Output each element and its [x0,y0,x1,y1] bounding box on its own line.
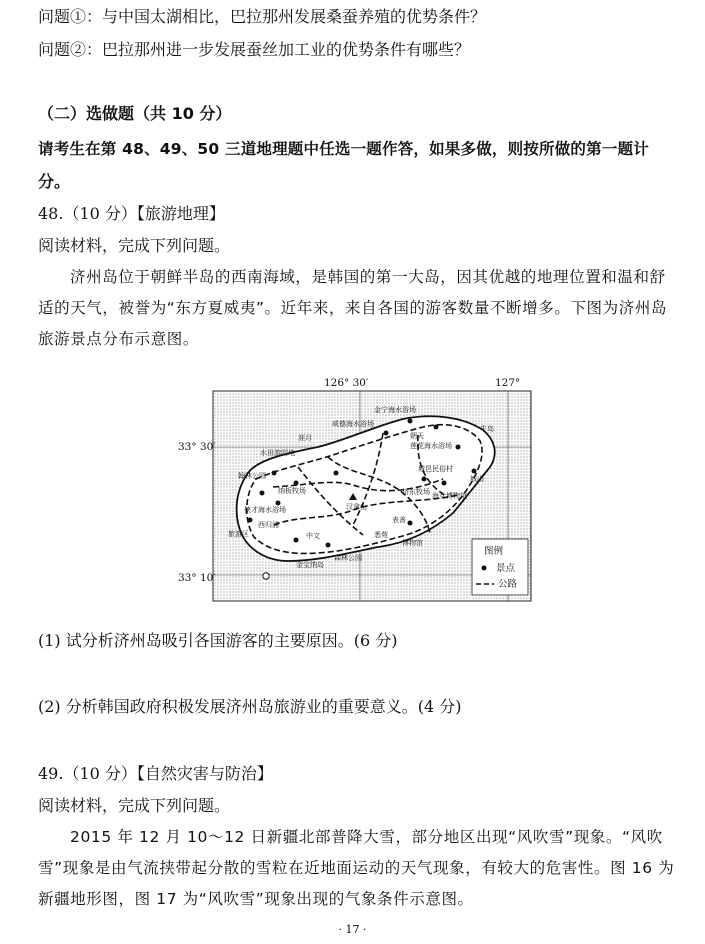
section-title: （二）选做题（共 10 分） [38,104,232,123]
map-legend [472,539,528,595]
place-label: 翰林公园 [238,472,266,480]
place-label: 金宝纳岛 [296,561,324,569]
place-label: 森林公园 [334,554,362,562]
q49-header: 49.（10 分）【自然灾害与防治】 [38,764,273,783]
place-label: 表善 [392,516,406,524]
question-1: 问题①：与中国太湖相比，巴拉那州发展桑蚕养殖的优势条件？ [38,7,487,26]
q48-header: 48.（10 分）【旅游地理】 [38,204,225,223]
place-label: 济东牧场 [402,488,430,496]
lat-label-2: 33° 10′ [178,572,216,584]
place-label: 城邑民俗村 [418,465,453,473]
legend-spot-icon [482,566,487,571]
place-label: 纳板牧场 [278,487,306,495]
q49-passage: 2015 年 12 月 10～12 日新疆北部普降大雪，部分地区出现“风吹雪”现象。“风吹雪”现象是由气流挟带起分散的雪粒在近地面运动的天气现象，有较大的危害性。图 16 为新疆地形图，图 17 为“风吹雪”现象出现的气象条件示意图。 [38,828,675,908]
legend-title: 图例 [484,546,504,557]
place-label: 海女博物馆 [432,492,467,500]
place-label: 牛岛 [480,425,494,433]
place-label: 金宁海水浴场 [374,406,416,414]
instruction-line-1: 请考生在第 48、49、50 三道地理题中任选一题作答，如果多做，则按所做的第一题计 [38,140,649,158]
place-label: 旅游区 [228,530,249,538]
legend-road-label: 公路 [498,579,518,590]
question-2: 问题②：巴拉那州进一步发展蚕丝加工业的优势条件有哪些？ [38,40,471,59]
q49-intro: 阅读材料，完成下列问题。 [38,796,231,815]
q48-sub2: (2) 分析韩国政府积极发展济州岛旅游业的重要意义。(4 分) [38,697,462,716]
place-label: 中文 [306,532,320,540]
place-label: 博物馆 [402,539,423,547]
legend-spot-label: 景点 [496,563,516,574]
lat-label-1: 33° 30′ [178,441,216,453]
page-number: · 17 · [338,923,367,936]
place-label: 城山 [470,475,484,483]
place-label: 挟才海水浴场 [244,506,286,514]
place-label: 咸德海水浴场 [332,420,374,428]
place-label: 水田游园地 [260,449,295,457]
place-label: 莲花海水浴场 [410,442,452,450]
lon-label-2: 127° [495,377,521,389]
jeju-map [178,375,538,603]
q48-intro: 阅读材料，完成下列问题。 [38,236,231,255]
place-label: 涯月 [298,434,312,442]
island-islet [263,573,269,579]
place-label: 西归浦 [258,521,279,529]
instruction-line-2: 分。 [38,172,71,191]
q48-passage: 济州岛位于朝鲜半岛的西南海域，是韩国的第一大岛，因其优越的地理位置和温和舒适的天气，被誉为“东方夏威夷”。近年来，来自各国的游客数量不断增多。下图为济州岛旅游景点分布示意图。 [38,268,668,348]
place-label: 朝天 [410,432,424,440]
lon-label-1: 126° 30′ [324,377,369,389]
place-label: 悉苑 [374,531,388,539]
place-label: 汉拿山 [346,503,367,511]
q48-sub1: (1) 试分析济州岛吸引各国游客的主要原因。(6 分) [38,631,398,650]
